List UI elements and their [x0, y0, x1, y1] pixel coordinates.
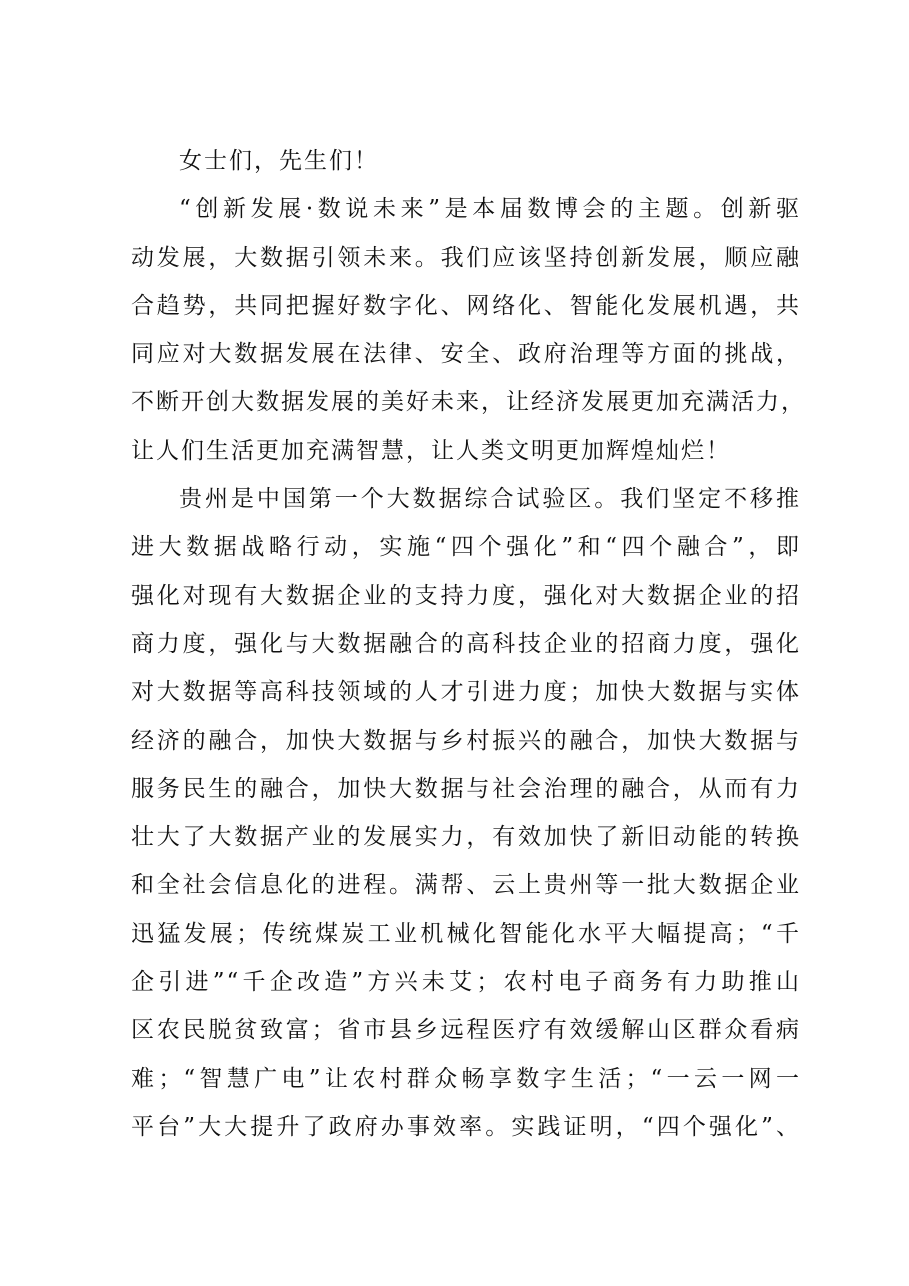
paragraph-2-line-4: 商力度，强化与大数据融合的高科技企业的招商力度，强化 [131, 630, 801, 657]
paragraph-2-line-2: 进大数据战略行动，实施“四个强化”和“四个融合”，即 [131, 534, 801, 561]
paragraph-1-line-2: 动发展，大数据引领未来。我们应该坚持创新发展，顺应融 [131, 244, 801, 271]
paragraph-2-line-10: 迅猛发展；传统煤炭工业机械化智能化水平大幅提高；“千 [131, 920, 801, 947]
paragraph-2-line-13: 难；“智慧广电”让农村群众畅享数字生活；“一云一网一 [131, 1065, 801, 1092]
paragraph-1-line-4: 同应对大数据发展在法律、安全、政府治理等方面的挑战， [131, 341, 801, 368]
paragraph-2-line-14: 平台”大大提升了政府办事效率。实践证明，“四个强化”、 [131, 1113, 801, 1140]
paragraph-2-line-3: 强化对现有大数据企业的支持力度，强化对大数据企业的招 [131, 582, 801, 609]
paragraph-2-line-5: 对大数据等高科技领域的人才引进力度；加快大数据与实体 [131, 679, 801, 706]
greeting-line: 女士们，先生们！ [179, 148, 379, 174]
document-body [131, 137, 806, 1151]
paragraph-2-line-8: 壮大了大数据产业的发展实力，有效加快了新旧动能的转换 [131, 824, 801, 851]
paragraph-2-line-12: 区农民脱贫致富；省市县乡远程医疗有效缓解山区群众看病 [131, 1017, 801, 1044]
paragraph-1-line-1: “创新发展·数说未来”是本届数博会的主题。创新驱 [179, 196, 801, 223]
paragraph-1-line-5: 不断开创大数据发展的美好未来，让经济发展更加充满活力， [131, 389, 806, 416]
paragraph-2-line-6: 经济的融合，加快大数据与乡村振兴的融合，加快大数据与 [131, 727, 801, 754]
paragraph-2-line-11: 企引进”“千企改造”方兴未艾；农村电子商务有力助推山 [131, 969, 801, 996]
paragraph-1-line-3: 合趋势，共同把握好数字化、网络化、智能化发展机遇，共 [131, 292, 801, 319]
paragraph-2-line-7: 服务民生的融合，加快大数据与社会治理的融合，从而有力 [131, 775, 801, 802]
paragraph-2-line-9: 和全社会信息化的进程。满帮、云上贵州等一批大数据企业 [131, 872, 801, 899]
paragraph-1-line-6: 让人们生活更加充满智慧，让人类文明更加辉煌灿烂！ [131, 437, 731, 464]
paragraph-2-line-1: 贵州是中国第一个大数据综合试验区。我们坚定不移推 [179, 486, 801, 513]
